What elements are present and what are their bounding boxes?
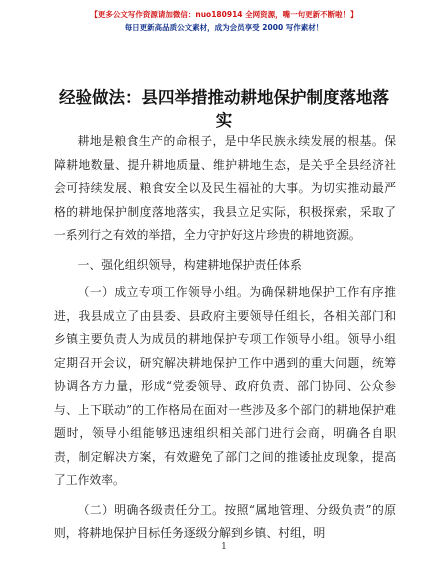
document-title: 经验做法：县四举措推动耕地保护制度落地落实 xyxy=(59,88,389,130)
promo-banner xyxy=(40,8,408,42)
banner-line-2: 每日更新高品质公文素材，成为会员享受 2000 写作素材！ xyxy=(124,23,324,32)
section-heading-1: 一、强化组织领导，构建耕地保护责任体系 xyxy=(77,257,302,272)
paragraph-subsection-1: （一）成立专项工作领导小组。为确保耕地保护工作有序推进，我县成立了由县委、县政府主要领导任组长，各相关部门和乡镇主要负责人为成员的耕地保护专项工作领导小组。领导小组定期召开会议，研究解决耕地保护工作中遇到的重大问题，统筹协调各方力量，形成“党委领导、政府负责、部门协同、公众参与、上下联动”的工作格局在面对一些涉及多个部门的耕地保护难题时，领导小组能够迅速组织相关部门进行会商，明确各自职责，制定解决方案，有效避免了部门之间的推诿扯皮现象，提高了工作效率。 xyxy=(54,285,396,487)
paragraph-intro: 耕地是粮食生产的命根子，是中华民族永续发展的根基。保障耕地数量、提升耕地质量、维护耕地生态，是关乎全县经济社会可持续发展、粮食安全以及民生福祉的大事。为切实推动最严格的耕地保护制度落地落实，我县立足实际，积极探索，采取了一系列行之有效的举措，全力守护好这片珍贵的耕地资源。 xyxy=(54,134,396,242)
document-body xyxy=(54,130,396,552)
paragraph-subsection-2: （二）明确各级责任分工。按照“属地管理、分级负责”的原则，将耕地保护目标任务逐级分解到乡镇、村组，明 xyxy=(54,502,396,540)
banner-line-1: 【更多公文写作资源请加微信：nuo180914 全网资源，嘴一句更新不断啦！】 xyxy=(90,10,358,19)
page-number: 1 xyxy=(221,542,227,552)
